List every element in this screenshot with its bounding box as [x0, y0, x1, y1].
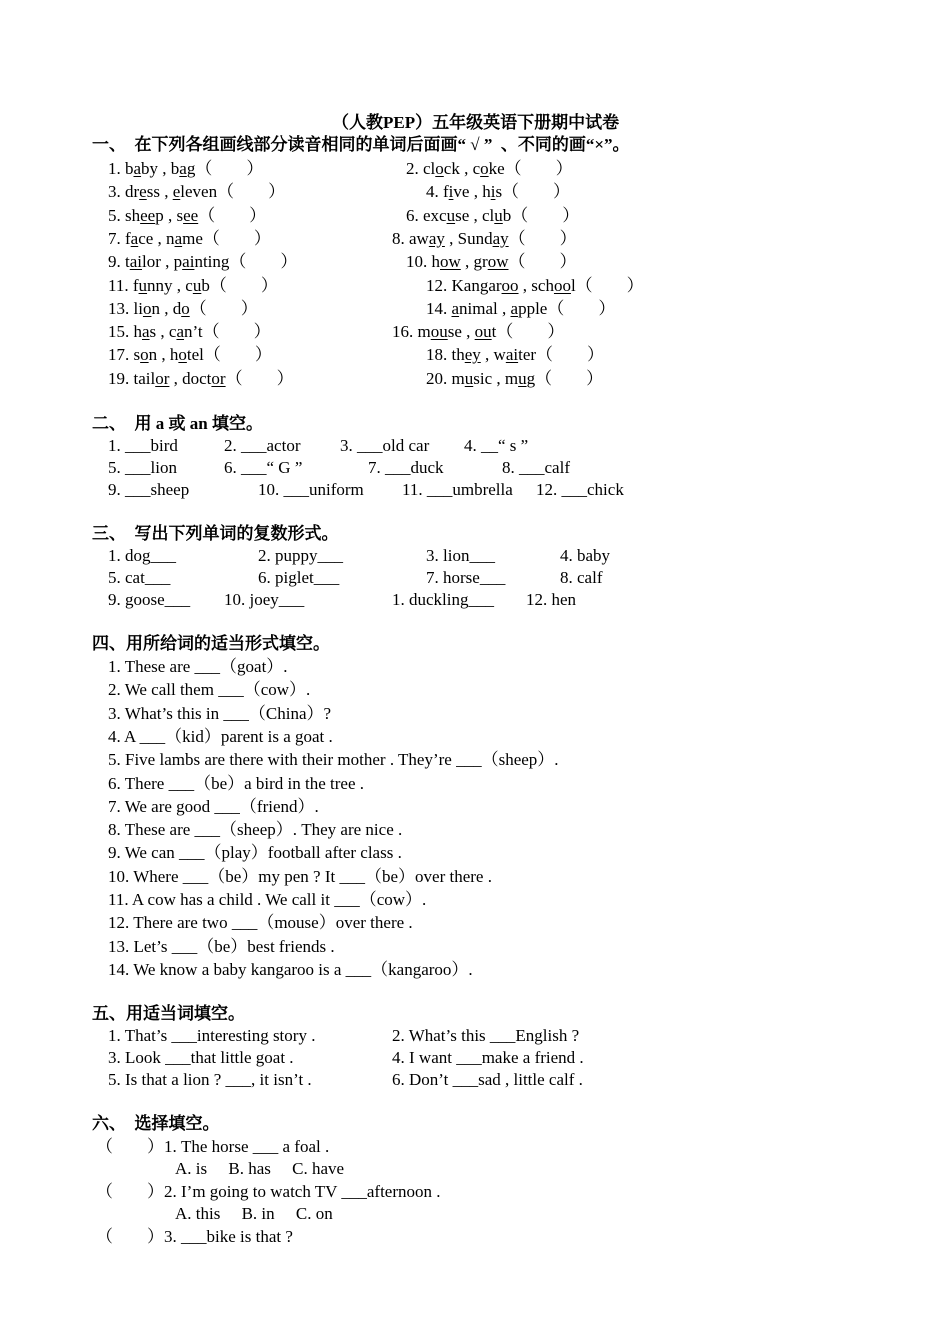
s1-item — [426, 369, 603, 389]
s4-item: 1. These are ___（goat）. — [108, 657, 288, 676]
s1-text: ve , h — [453, 182, 491, 202]
s1-text: 1. — [108, 159, 125, 178]
s1-text: b（ ） — [502, 205, 580, 225]
s2-item: 6. ___“ G ” — [224, 458, 303, 477]
s1-text: （ ） — [198, 205, 267, 225]
s1-text: f — [443, 182, 449, 202]
s1-text: exc — [423, 205, 447, 225]
s1-text: （ ） — [189, 298, 258, 318]
s2-item: 10. ___uniform — [258, 480, 364, 499]
s3-item: 2. puppy___ — [258, 546, 343, 565]
s4-item: 13. Let’s ___（be）best friends . — [108, 936, 335, 956]
s5-item: 2. What’s this ___English ? — [392, 1026, 580, 1045]
s1-text: 18. — [426, 345, 452, 365]
underlined-sound: oo — [553, 275, 571, 295]
s4-item: 3. What’s this in ___（China）? — [108, 703, 332, 723]
s4-item: 8. These are ___（sheep）. They are nice . — [108, 820, 403, 840]
s1-item — [108, 345, 272, 365]
s1-item — [108, 322, 271, 342]
underlined-sound: u — [192, 275, 202, 295]
s5-item: 6. Don’t ___sad , little calf . — [392, 1070, 583, 1089]
s1-text: 2. — [406, 159, 423, 178]
s4-item: 10. Where ___（be）my pen ? It ___（be）over there . — [108, 866, 492, 886]
underlined-sound: i — [490, 182, 496, 202]
s1-text: sic , m — [473, 368, 519, 388]
underlined-sound: ee — [183, 205, 199, 225]
underlined-sound: o — [480, 159, 489, 178]
underlined-sound: ai — [182, 252, 195, 272]
underlined-sound: ay — [428, 228, 445, 248]
s1-text: ss , — [146, 182, 173, 202]
s1-item — [406, 252, 576, 272]
s1-item — [108, 369, 294, 389]
s4-item: 2. We call them ___（cow）. — [108, 680, 311, 700]
s1-text: sh — [125, 205, 141, 225]
s1-text: 16. — [392, 322, 418, 342]
s1-text: l（ ） — [570, 275, 644, 295]
s1-text: n , d — [151, 298, 182, 318]
s1-text: ce , n — [138, 228, 175, 248]
underlined-sound: o — [142, 298, 152, 318]
s1-text: , gr — [460, 252, 488, 272]
s1-item — [108, 299, 258, 319]
s1-text: 7. — [108, 228, 125, 248]
s1-item — [108, 252, 297, 272]
s1-text: , w — [480, 345, 506, 365]
s2-item: 5. ___lion — [108, 458, 177, 477]
s1-text: 6. — [406, 205, 423, 225]
underlined-sound: u — [138, 275, 148, 295]
s1-text: dr — [125, 182, 140, 202]
s1-text: , Sund — [444, 228, 493, 248]
s3-item: 12. hen — [526, 590, 577, 609]
s1-text: b — [125, 159, 134, 178]
s1-text: m — [417, 322, 431, 342]
s1-text: p , s — [155, 205, 184, 225]
section-3-heading: 三、 写出下列单词的复数形式。 — [92, 524, 339, 543]
s1-text: 4. — [426, 182, 443, 202]
underlined-sound: o — [181, 298, 190, 318]
s2-item: 4. __“ s ” — [464, 436, 529, 455]
s1-text: s — [133, 345, 141, 365]
s2-item: 12. ___chick — [536, 480, 624, 499]
s1-text: nting（ ） — [194, 252, 298, 272]
s1-text: 11. — [108, 275, 133, 295]
s1-item — [406, 159, 573, 179]
s1-text: 15. — [108, 322, 134, 342]
s1-text: f — [132, 275, 139, 295]
s3-item: 3. lion___ — [426, 546, 495, 565]
s4-item: 5. Five lambs are there with their mother . They’re ___（sheep）. — [108, 750, 559, 770]
underlined-sound: or — [155, 368, 170, 388]
section-5-heading: 五、用适当词填空。 — [92, 1004, 245, 1023]
s3-item: 9. goose___ — [108, 590, 191, 609]
s6-options: A. this B. in C. on — [175, 1204, 333, 1223]
s1-item — [392, 229, 577, 249]
underlined-sound: ai — [129, 252, 143, 272]
s1-text: cl — [423, 159, 436, 178]
s1-item — [108, 159, 263, 179]
s1-text: se , — [447, 322, 475, 342]
s1-text: se , cl — [455, 205, 495, 225]
underlined-sound: u — [494, 205, 503, 225]
s1-text: 13. — [108, 298, 134, 318]
s1-text: 17. — [108, 345, 134, 365]
s1-item — [108, 182, 285, 202]
s1-text: tail — [133, 368, 156, 388]
underlined-sound: e — [139, 182, 147, 202]
s6-question: （ ）2. I’m going to watch TV ___afternoon . — [96, 1182, 441, 1201]
underlined-sound: a — [510, 298, 519, 318]
underlined-sound: i — [448, 182, 454, 202]
s4-item: 6. There ___（be）a bird in the tree . — [108, 773, 365, 793]
underlined-sound: e — [172, 182, 181, 202]
section-4-heading: 四、用所给词的适当形式填空。 — [92, 634, 330, 653]
s1-text: （ ） — [225, 368, 294, 388]
underlined-sound: ee — [140, 205, 156, 225]
underlined-sound: a — [142, 322, 150, 342]
s1-item — [426, 299, 615, 319]
s3-item: 10. joey___ — [224, 590, 305, 609]
s3-item: 7. horse___ — [426, 568, 506, 587]
s1-text: g（ ） — [186, 159, 264, 178]
s1-text: lor , p — [142, 252, 183, 272]
s4-item: 9. We can ___（play）football after class . — [108, 843, 402, 863]
s1-text: t（ ） — [491, 322, 565, 342]
s1-text: f — [125, 228, 131, 248]
underlined-sound: a — [174, 228, 183, 248]
underlined-sound: a — [133, 159, 142, 178]
s4-item: 7. We are good ___（friend）. — [108, 796, 319, 816]
s1-text: n’t（ ） — [184, 322, 271, 342]
underlined-sound: u — [518, 368, 527, 388]
s5-item: 1. That’s ___interesting story . — [108, 1026, 316, 1045]
s1-text: h — [133, 322, 142, 342]
underlined-sound: a — [130, 228, 139, 248]
s1-text: 14. — [426, 298, 452, 318]
underlined-sound: ow — [440, 252, 461, 272]
section-6-heading: 六、 选择填空。 — [92, 1114, 220, 1133]
s1-item — [426, 182, 570, 202]
s1-text: 10. — [406, 252, 432, 272]
s6-options: A. is B. has C. have — [175, 1159, 345, 1178]
s1-text: , sch — [518, 275, 554, 295]
s2-item: 7. ___duck — [368, 458, 444, 477]
underlined-sound: oo — [501, 275, 519, 295]
s1-text: by , b — [141, 159, 180, 178]
s1-text: li — [133, 298, 143, 318]
s1-item — [108, 276, 278, 296]
s1-text: 19. — [108, 368, 134, 388]
s1-text: ck , c — [443, 159, 481, 178]
s1-text: 9. — [108, 252, 125, 272]
underlined-sound: a — [451, 298, 460, 318]
s1-item — [108, 229, 271, 249]
s1-text: Kangar — [451, 275, 502, 295]
s3-item: 8. calf — [560, 568, 603, 587]
underlined-sound: a — [176, 322, 185, 342]
underlined-sound: a — [179, 159, 187, 178]
s2-item: 2. ___actor — [224, 436, 301, 455]
section-1-heading: 一、 在下列各组画线部分读音相同的单词后面画“ √ ” 、不同的画“×”。 — [92, 135, 630, 154]
s1-text: n , h — [148, 345, 179, 365]
s1-text: me（ ） — [182, 228, 271, 248]
underlined-sound: ai — [505, 345, 519, 365]
section-2-heading: 二、 用 a 或 an 填空。 — [92, 414, 263, 433]
underlined-sound: o — [178, 345, 187, 365]
s4-item: 11. A cow has a child . We call it ___（cow）. — [108, 890, 427, 909]
underlined-sound: o — [140, 345, 149, 365]
underlined-sound: u — [446, 205, 456, 225]
s5-item: 3. Look ___that little goat . — [108, 1048, 294, 1067]
underlined-sound: u — [464, 368, 474, 388]
s1-text: m — [451, 368, 465, 388]
s1-text: leven（ ） — [180, 182, 286, 202]
page-title: （人教PEP）五年级英语下册期中试卷 — [332, 113, 620, 132]
s1-text: ter（ ） — [518, 345, 605, 365]
s1-item — [426, 276, 644, 296]
s5-item: 4. I want ___make a friend . — [392, 1048, 584, 1067]
s6-question: （ ）3. ___bike is that ? — [96, 1227, 293, 1246]
s1-text: , doct — [169, 368, 212, 388]
s1-text: h — [431, 252, 440, 272]
s2-item: 3. ___old car — [340, 436, 430, 455]
s2-item: 9. ___sheep — [108, 480, 190, 499]
s1-text: nny , c — [147, 275, 193, 295]
s3-item: 5. cat___ — [108, 568, 171, 587]
s1-text: t — [125, 252, 130, 272]
s1-text: （ ） — [508, 228, 577, 248]
s1-text: 3. — [108, 182, 125, 202]
s1-text: th — [451, 345, 465, 365]
s5-item: 5. Is that a lion ? ___, it isn’t . — [108, 1070, 312, 1089]
s1-text: ke（ ） — [488, 159, 573, 178]
s1-text: （ ） — [508, 252, 577, 272]
s4-item: 12. There are two ___（mouse）over there . — [108, 913, 413, 933]
s1-item — [426, 345, 604, 365]
s4-item: 4. A ___（kid）parent is a goat . — [108, 726, 333, 746]
underlined-sound: ow — [487, 252, 509, 272]
s2-item: 11. ___umbrella — [402, 480, 513, 499]
s1-text: tel（ ） — [186, 345, 272, 365]
underlined-sound: ay — [492, 228, 509, 248]
underlined-sound: ou — [430, 322, 448, 342]
s6-question: （ ）1. The horse ___ a foal . — [96, 1137, 330, 1156]
s1-text: 5. — [108, 205, 125, 225]
underlined-sound: ou — [474, 322, 492, 342]
s1-text: aw — [409, 228, 429, 248]
s1-text: pple（ ） — [518, 298, 616, 318]
s1-item — [392, 322, 564, 342]
s1-text: b（ ） — [201, 275, 278, 295]
s1-text: s , c — [149, 322, 177, 342]
s1-item — [406, 206, 579, 226]
s2-item: 1. ___bird — [108, 436, 178, 455]
s4-item: 14. We know a baby kangaroo is a ___（kangaroo）. — [108, 959, 473, 979]
s1-text: nimal , — [459, 298, 511, 318]
s1-text: 8. — [392, 228, 409, 248]
s1-text: 12. — [426, 275, 452, 295]
s2-item: 8. ___calf — [502, 458, 570, 477]
s3-item: 6. piglet___ — [258, 568, 340, 587]
s3-item: 4. baby — [560, 546, 611, 565]
s1-text: 20. — [426, 368, 452, 388]
underlined-sound: ey — [464, 345, 481, 365]
s1-item — [108, 206, 266, 226]
s1-text: s（ ） — [495, 182, 571, 202]
s3-item: 1. duckling___ — [392, 590, 494, 609]
s1-text: g（ ） — [526, 368, 604, 388]
s3-item: 1. dog___ — [108, 546, 176, 565]
underlined-sound: o — [435, 159, 444, 178]
underlined-sound: or — [211, 368, 226, 388]
